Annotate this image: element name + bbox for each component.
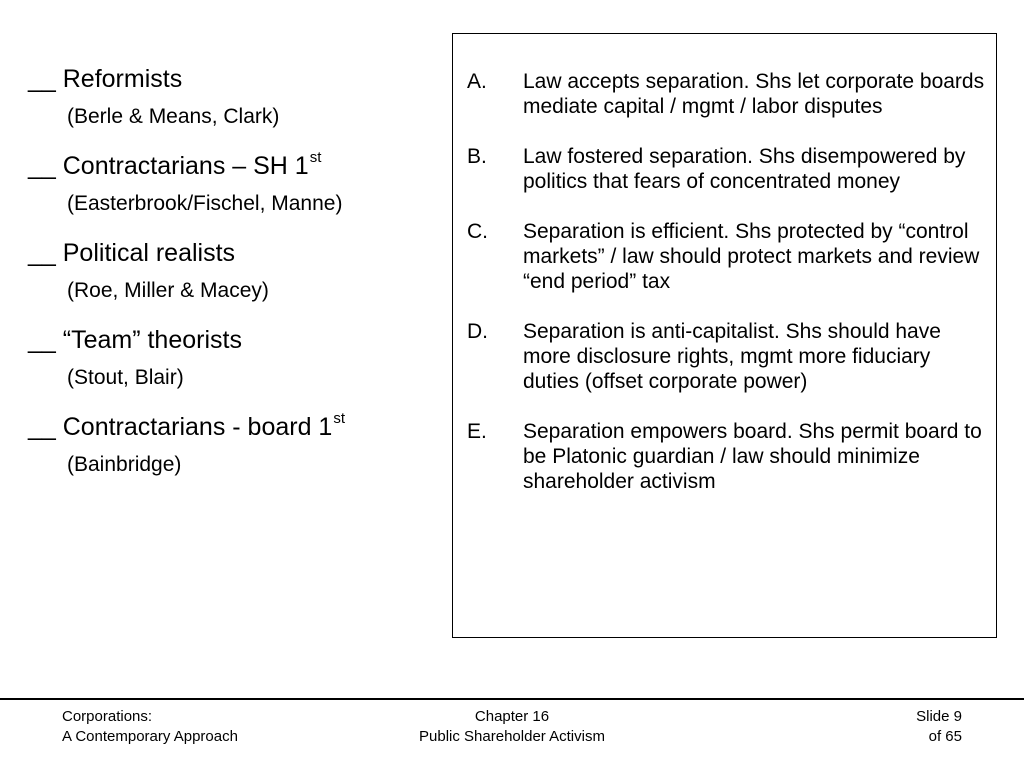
theory-authors: (Bainbridge): [67, 453, 182, 476]
theory-list: [28, 64, 438, 499]
theory-title: __ “Team” theorists: [28, 326, 242, 354]
answer-text: Law fostered separation. Shs disempowered by politics that fears of concentrated money: [523, 145, 966, 193]
answer-list: [467, 69, 987, 519]
answer-letter: A.: [467, 70, 487, 93]
footer-slide-line1: Slide 9: [916, 708, 962, 725]
answer-letter: C.: [467, 220, 488, 243]
answer-text: Separation is efficient. Shs protected by “control markets” / law should protect markets and review “end period” tax: [523, 220, 980, 293]
theory-authors: (Easterbrook/Fischel, Manne): [67, 192, 343, 215]
footer-slide-line2: of 65: [928, 728, 962, 745]
theory-title: __ Contractarians – SH 1st: [28, 148, 322, 180]
answer-letter: E.: [467, 420, 487, 443]
answer-text: Law accepts separation. Shs let corporate boards mediate capital / mgmt / labor disputes: [523, 70, 985, 118]
theory-title: __ Reformists: [28, 65, 183, 93]
theory-item-reformists: [28, 64, 438, 130]
footer-course-line1: Corporations:: [62, 708, 153, 725]
answer-letter: B.: [467, 145, 487, 168]
theory-title: __ Political realists: [28, 239, 236, 267]
theory-authors: (Stout, Blair): [67, 366, 184, 389]
theory-item-team-theorists: [28, 325, 438, 391]
footer-course-title: [62, 707, 238, 747]
theory-item-contractarians-sh: [28, 148, 438, 217]
theory-title-superscript: st: [333, 409, 346, 427]
footer-slide-number: [916, 707, 962, 747]
theory-title-superscript: st: [309, 148, 322, 166]
answer-item-c: [467, 219, 987, 294]
footer-course-line2: A Contemporary Approach: [62, 728, 238, 745]
answer-item-b: [467, 144, 987, 194]
answer-item-d: [467, 319, 987, 394]
footer-chapter-line1: Chapter 16: [474, 708, 550, 725]
footer-chapter: [362, 707, 662, 747]
theory-authors: (Berle & Means, Clark): [67, 105, 280, 128]
answer-text: Separation empowers board. Shs permit board to be Platonic guardian / law should minimize shareholder activism: [523, 420, 982, 493]
answer-letter: D.: [467, 320, 488, 343]
theory-title: __ Contractarians - board 1st: [28, 409, 346, 441]
answer-item-a: [467, 69, 987, 119]
theory-item-contractarians-board: [28, 409, 438, 478]
footer-divider: [0, 698, 1024, 700]
theory-item-political-realists: [28, 238, 438, 304]
theory-authors: (Roe, Miller & Macey): [67, 279, 269, 302]
answer-item-e: [467, 419, 987, 494]
answer-text: Separation is anti-capitalist. Shs should have more disclosure rights, mgmt more fiduciary duties (offset corporate power): [523, 320, 941, 393]
footer-chapter-line2: Public Shareholder Activism: [419, 728, 605, 745]
answer-box: [452, 33, 997, 638]
